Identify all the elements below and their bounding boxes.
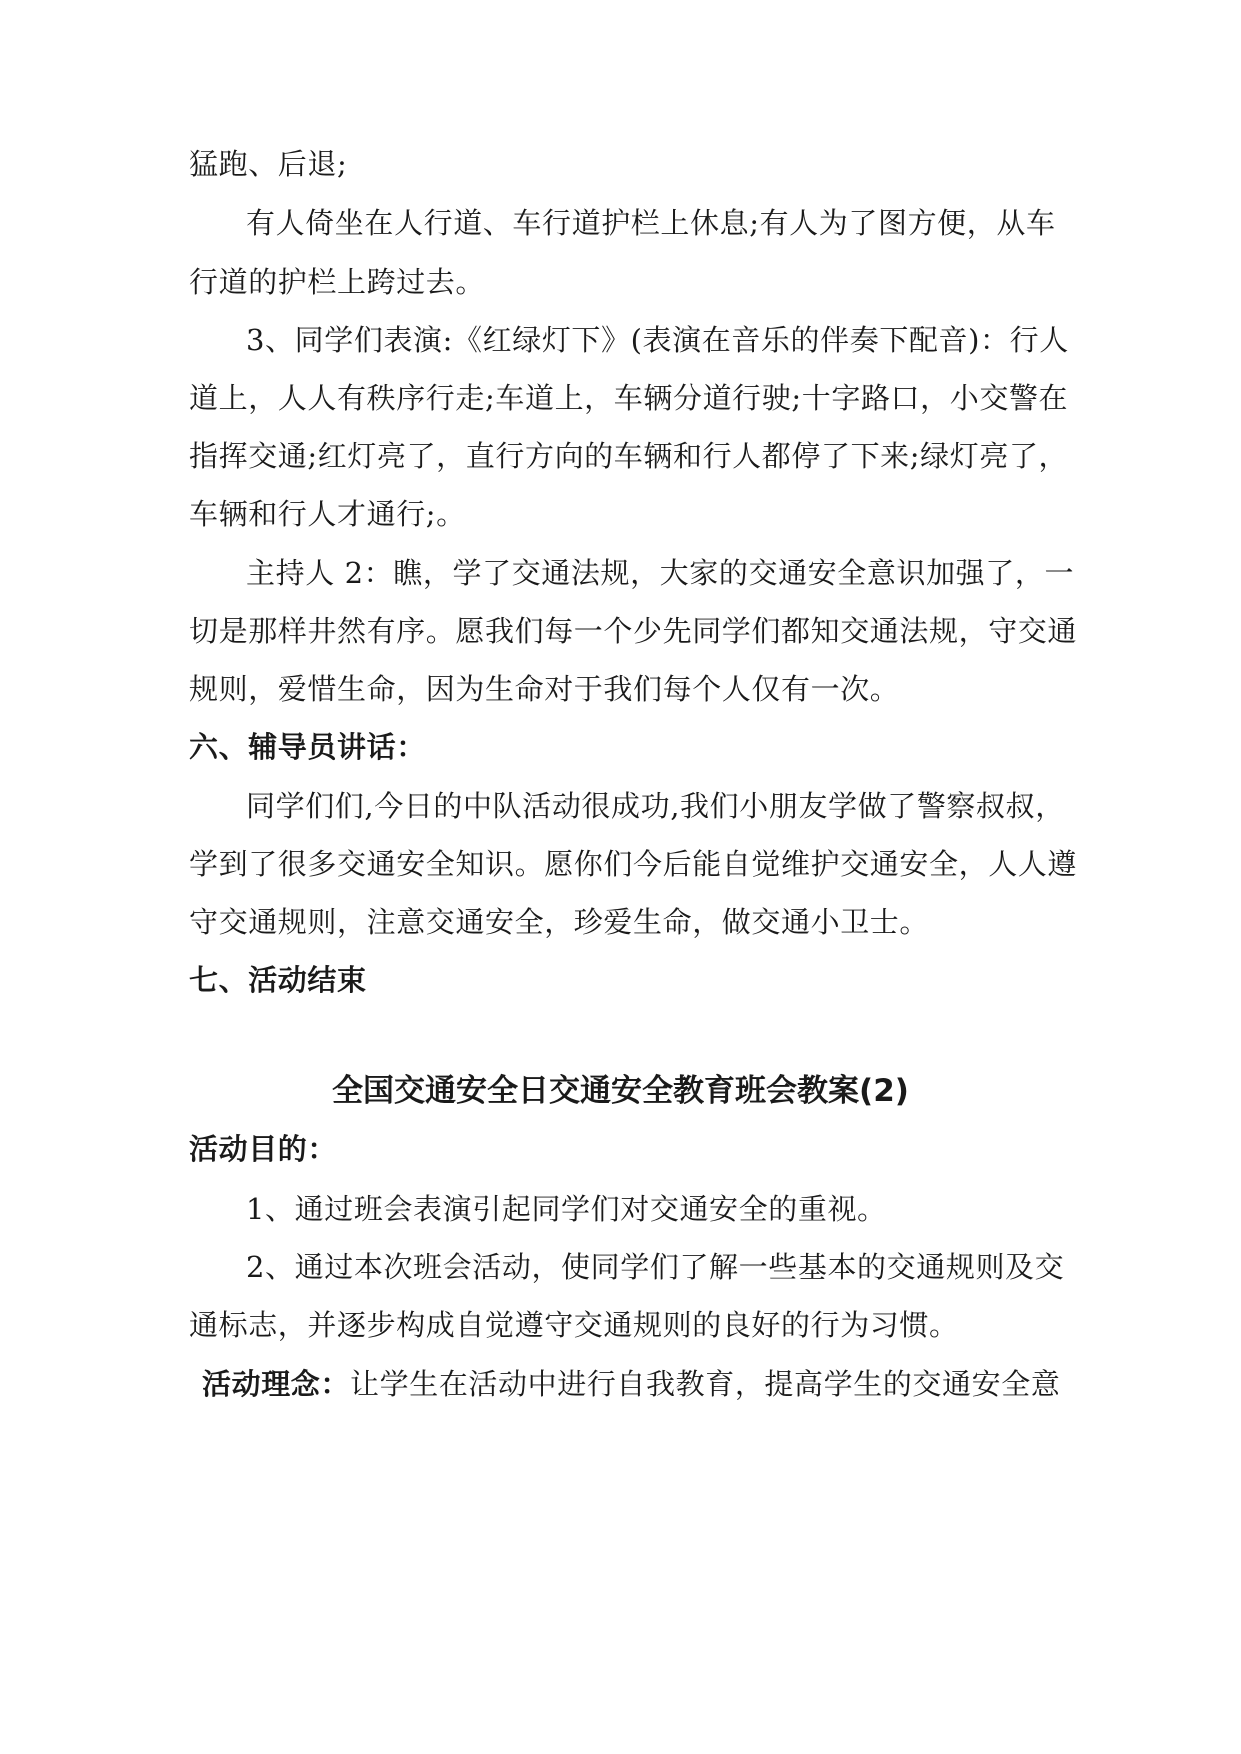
text-line: 行道的护栏上跨过去。	[189, 265, 486, 299]
section-heading: 六、辅导员讲话：	[189, 730, 426, 764]
concept-line	[202, 1364, 1060, 1404]
text-line: 有人倚坐在人行道、车行道护栏上休息;有人为了图方便，从车	[246, 206, 1056, 240]
concept-text: 让学生在活动中进行自我教育，提高学生的交通安全意	[350, 1367, 1061, 1401]
text-line: 指挥交通;红灯亮了，直行方向的车辆和行人都停了下来;绿灯亮了，	[189, 439, 1069, 473]
text-line: 猛跑、后退;	[189, 147, 348, 181]
text-line: 车辆和行人才通行;。	[189, 497, 466, 531]
text-line: 道上，人人有秩序行走;车道上，车辆分道行驶;十字路口，小交警在	[189, 381, 1069, 415]
text-line: 主持人 2：瞧，学了交通法规，大家的交通安全意识加强了，一	[246, 556, 1075, 590]
section-heading: 七、活动结束	[189, 963, 367, 997]
text-line: 规则，爱惜生命，因为生命对于我们每个人仅有一次。	[189, 672, 900, 706]
concept-label: 活动理念：	[202, 1367, 351, 1401]
text-line: 切是那样井然有序。愿我们每一个少先同学们都知交通法规，守交通	[189, 614, 1078, 648]
text-line: 3、同学们表演:《红绿灯下》(表演在音乐的伴奏下配音)：行人	[246, 323, 1069, 357]
text-line: 同学们们,今日的中队活动很成功,我们小朋友学做了警察叔叔，	[246, 789, 1065, 823]
text-line: 1、通过班会表演引起同学们对交通安全的重视。	[246, 1192, 887, 1226]
lesson-title: 全国交通安全日交通安全教育班会教案(2)	[332, 1073, 909, 1109]
text-line: 守交通规则，注意交通安全，珍爱生命，做交通小卫士。	[189, 905, 930, 939]
text-line: 学到了很多交通安全知识。愿你们今后能自觉维护交通安全，人人遵	[189, 847, 1078, 881]
text-line: 2、通过本次班会活动，使同学们了解一些基本的交通规则及交	[246, 1250, 1065, 1284]
section-heading: 活动目的：	[189, 1132, 338, 1166]
text-line: 通标志，并逐步构成自觉遵守交通规则的良好的行为习惯。	[189, 1308, 959, 1342]
